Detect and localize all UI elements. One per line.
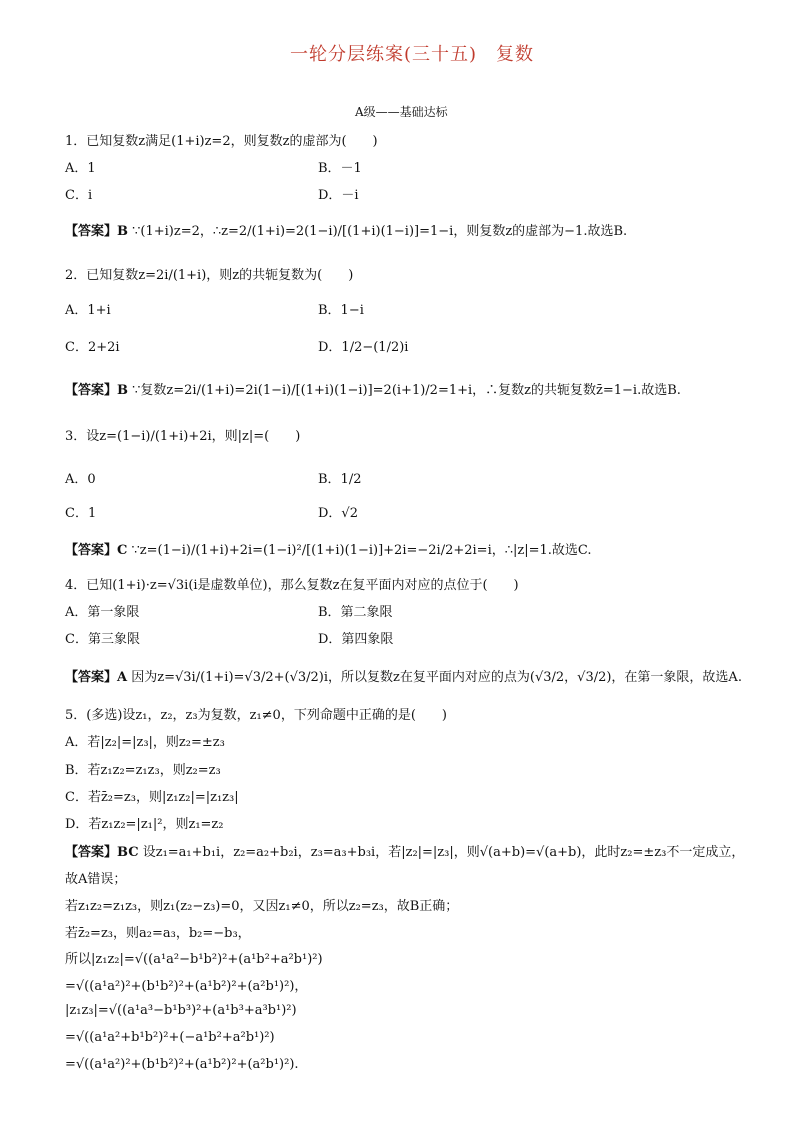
q2-option-d: D．1/2−(1/2)i xyxy=(318,340,409,355)
answer-label: 【答案】BC xyxy=(65,845,139,860)
q5-option-b: B．若z₁z₂=z₁z₃，则z₂=z₃ xyxy=(65,763,221,778)
answer-label: 【答案】B xyxy=(65,383,128,398)
q3-answer-text: ∵z=(1−i)/(1+i)+2i=(1−i)²/[(1+i)(1−i)]+2i=−2i/2+2i=i，∴|z|=1.故选C. xyxy=(131,543,592,558)
page-title: 一轮分层练案(三十五) 复数 xyxy=(290,44,535,65)
q4-answer xyxy=(65,666,742,685)
q5-option-d: D．若z₁z₂=|z₁|²，则z₁=z₂ xyxy=(65,817,224,832)
q1-answer xyxy=(65,220,627,239)
q5-stem: 5．(多选)设z₁，z₂，z₃为复数，z₁≠0，下列命题中正确的是( ) xyxy=(65,708,447,723)
q2-option-c: C．2+2i xyxy=(65,340,120,355)
section-heading: A级——基础达标 xyxy=(355,105,448,119)
q3-answer xyxy=(65,539,592,558)
q5-answer-line: 所以|z₁z₂|=√((a¹a²−b¹b²)²+(a¹b²+a²b¹)²) xyxy=(65,952,323,967)
q5-option-c: C．若z̄₂=z₃，则|z₁z₂|=|z₁z₃| xyxy=(65,790,239,805)
q1-option-b: B．－1 xyxy=(318,161,362,176)
q5-answer-line: =√((a¹a²)²+(b¹b²)²+(a¹b²)²+(a²b¹)²). xyxy=(65,1057,299,1072)
q5-answer-line: 若z̄₂=z₃，则a₂=a₃，b₂=−b₃， xyxy=(65,926,251,941)
q2-answer xyxy=(65,379,681,398)
q3-stem: 3．设z=(1−i)/(1+i)+2i，则|z|=( ) xyxy=(65,429,301,444)
q4-answer-text: 因为z=√3i/(1+i)=√3/2+(√3/2)i，所以复数z在复平面内对应的点为(√3/2，√3/2)，在第一象限，故选A. xyxy=(131,670,742,685)
q5-answer-line: 故A错误； xyxy=(65,872,127,887)
q4-option-b: B．第二象限 xyxy=(318,605,393,620)
answer-label: 【答案】C xyxy=(65,543,128,558)
q5-answer-line: |z₁z₃|=√((a¹a³−b¹b³)²+(a¹b³+a³b¹)²) xyxy=(65,1003,297,1018)
q3-option-b: B．1/2 xyxy=(318,472,362,487)
answer-label: 【答案】A xyxy=(65,670,128,685)
q3-option-c: C．1 xyxy=(65,506,97,521)
q4-stem: 4．已知(1+i)·z=√3i(i是虚数单位)，那么复数z在复平面内对应的点位于( ) xyxy=(65,578,519,593)
q1-option-d: D．－i xyxy=(318,188,359,203)
q2-stem: 2．已知复数z=2i/(1+i)，则z的共轭复数为( ) xyxy=(65,268,354,283)
q1-stem: 1．已知复数z满足(1+i)z=2，则复数z的虚部为( ) xyxy=(65,134,378,149)
q5-answer xyxy=(65,841,744,860)
q2-option-b: B．1−i xyxy=(318,303,364,318)
q2-option-a: A．1+i xyxy=(65,303,111,318)
answer-label: 【答案】B xyxy=(65,224,128,239)
q4-option-c: C．第三象限 xyxy=(65,632,140,647)
q3-option-d: D．√2 xyxy=(318,506,358,521)
q5-option-a: A．若|z₂|=|z₃|，则z₂=±z₃ xyxy=(65,735,225,750)
q1-option-a: A．1 xyxy=(65,161,96,176)
q4-option-d: D．第四象限 xyxy=(318,632,394,647)
q3-option-a: A．0 xyxy=(65,472,96,487)
q2-answer-text: ∵复数z=2i/(1+i)=2i(1−i)/[(1+i)(1−i)]=2(i+1)/2=1+i，∴复数z的共轭复数z̄=1−i.故选B. xyxy=(132,383,681,398)
q1-option-c: C．i xyxy=(65,188,93,203)
q5-answer-line: =√((a¹a²+b¹b²)²+(−a¹b²+a²b¹)²) xyxy=(65,1030,275,1045)
q5-answer-line: 设z₁=a₁+b₁i，z₂=a₂+b₂i，z₃=a₃+b₃i，若|z₂|=|z₃|，则√(a+b)=√(a+b)，此时z₂=±z₃不一定成立， xyxy=(142,845,745,860)
q1-answer-text: ∵(1+i)z=2，∴z=2/(1+i)=2(1−i)/[(1+i)(1−i)]=1−i，则复数z的虚部为−1.故选B. xyxy=(132,224,628,239)
q5-answer-line: 若z₁z₂=z₁z₃，则z₁(z₂−z₃)=0，又因z₁≠0，所以z₂=z₃，故B正确； xyxy=(65,899,459,914)
q4-option-a: A．第一象限 xyxy=(65,605,140,620)
q5-answer-line: =√((a¹a²)²+(b¹b²)²+(a¹b²)²+(a²b¹)²)， xyxy=(65,979,308,994)
